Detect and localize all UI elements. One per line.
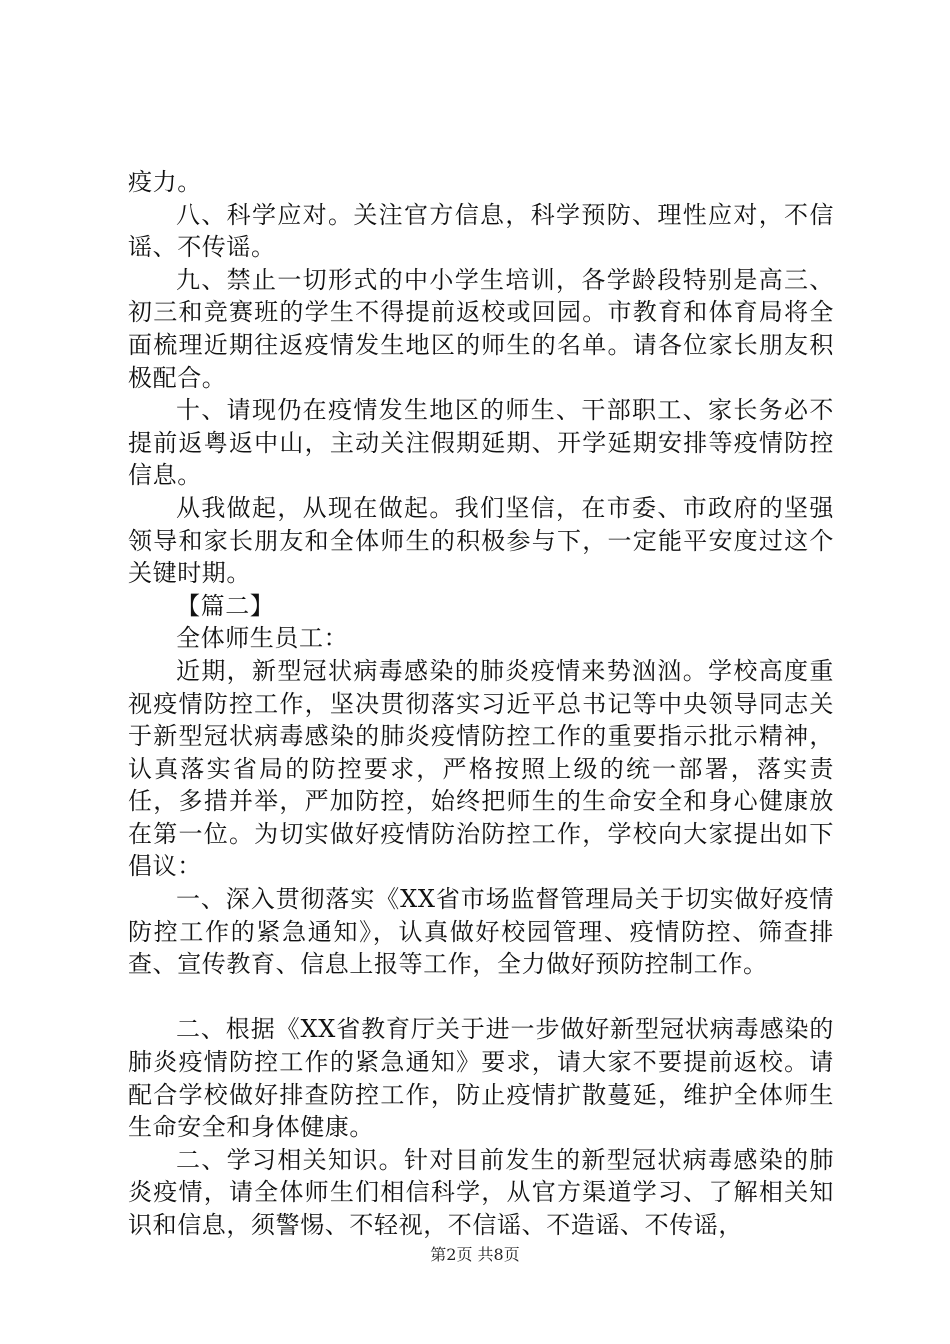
document-body xyxy=(128,166,834,1242)
paragraph: 从我做起，从现在做起。我们坚信，在市委、市政府的坚强领导和家长朋友和全体师生的积极参与下，一定能平安度过这个关键时期。 xyxy=(128,493,834,588)
section-heading: 【篇二】 xyxy=(176,591,275,620)
paragraph: 疫力。 xyxy=(128,168,202,196)
paragraph: 近期，新型冠状病毒感染的肺炎疫情来势汹汹。学校高度重视疫情防控工作，坚决贯彻落实习近平总书记等中央领导同志关于新型冠状病毒感染的肺炎疫情防控工作的重要指示批示精神，认真落实省局的防控要求，严格按照上级的统一部署，落实责任，多措并举，严加防控，始终把师生的生命安全和身心健康放在第一位。为切实做好疫情防治防控工作，学校向大家提出如下倡议： xyxy=(128,656,834,881)
paragraph: 八、科学应对。关注官方信息，科学预防、理性应对，不信谣、不传谣。 xyxy=(128,200,834,262)
paragraph: 一、深入贯彻落实《XX省市场监督管理局关于切实做好疫情防控工作的紧急通知》，认真做好校园管理、疫情防控、筛查排查、宣传教育、信息上报等工作，全力做好预防控制工作。 xyxy=(128,885,834,979)
paragraph: 九、禁止一切形式的中小学生培训，各学龄段特别是高三、初三和竞赛班的学生不得提前返校或回园。市教育和体育局将全面梳理近期往返疫情发生地区的师生的名单。请各位家长朋友积极配合。 xyxy=(128,265,834,392)
salutation: 全体师生员工： xyxy=(176,624,349,653)
page-footer: 第2页 共8页 xyxy=(430,1245,520,1264)
paragraph: 十、请现仍在疫情发生地区的师生、干部职工、家长务必不提前返粤返中山，主动关注假期延期、开学延期安排等疫情防控信息。 xyxy=(128,396,834,490)
paragraph: 二、学习相关知识。针对目前发生的新型冠状病毒感染的肺炎疫情，请全体师生们相信科学，从官方渠道学习、了解相关知识和信息，须警惕、不轻视，不信谣、不造谣、不传谣， xyxy=(128,1145,834,1239)
paragraph: 二、根据《XX省教育厅关于进一步做好新型冠状病毒感染的肺炎疫情防控工作的紧急通知》要求，请大家不要提前返校。请配合学校做好排查防控工作，防止疫情扩散蔓延，维护全体师生生命安全和身体健康。 xyxy=(128,1015,834,1142)
